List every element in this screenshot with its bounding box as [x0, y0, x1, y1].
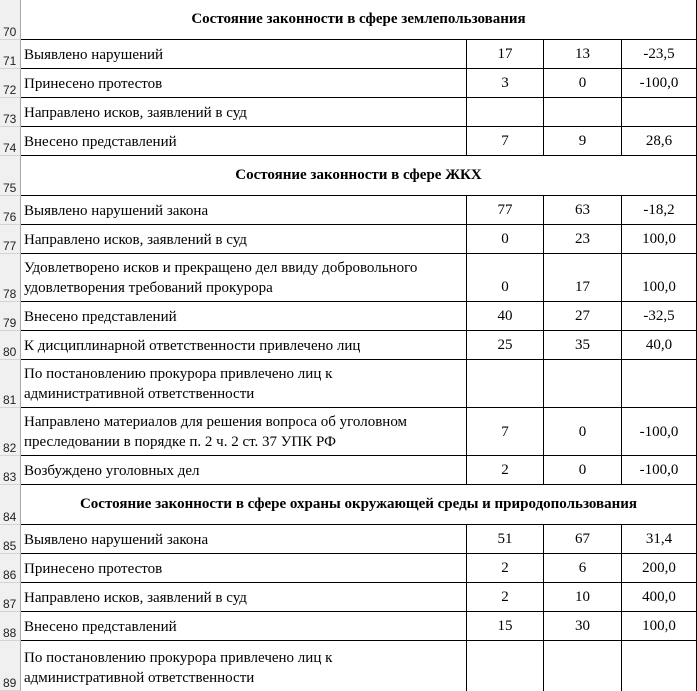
row-header[interactable]: 78 — [0, 254, 21, 302]
change-cell[interactable]: -100,0 — [622, 69, 697, 98]
value-cell[interactable]: 0 — [544, 69, 622, 98]
value-cell[interactable]: 17 — [544, 254, 622, 302]
value-cell[interactable]: 77 — [467, 196, 544, 225]
table-row — [21, 360, 697, 408]
table-row — [21, 98, 697, 127]
table-row — [21, 331, 697, 360]
table-row — [21, 254, 697, 302]
row-header[interactable]: 80 — [0, 331, 21, 360]
change-cell[interactable] — [622, 98, 697, 127]
change-cell[interactable]: -100,0 — [622, 408, 697, 456]
row-header[interactable]: 77 — [0, 225, 21, 254]
value-cell[interactable]: 0 — [544, 408, 622, 456]
value-cell[interactable]: 6 — [544, 554, 622, 583]
table-row — [21, 302, 697, 331]
label-cell[interactable]: Направлено исков, заявлений в суд — [21, 98, 467, 127]
label-cell[interactable]: Направлено материалов для решения вопроса об уголовном преследовании в порядке п. 2 ч. 2 ст. 37 УПК РФ — [21, 408, 467, 456]
value-cell[interactable]: 7 — [467, 127, 544, 156]
table-row — [21, 225, 697, 254]
label-cell[interactable]: Выявлено нарушений закона — [21, 525, 467, 554]
label-cell[interactable]: Внесено представлений — [21, 612, 467, 641]
section-title: Состояние законности в сфере охраны окружающей среды и природопользования — [79, 496, 638, 512]
value-cell[interactable]: 27 — [544, 302, 622, 331]
row-header[interactable]: 79 — [0, 302, 21, 331]
row-header[interactable]: 85 — [0, 525, 21, 554]
value-cell[interactable]: 2 — [467, 456, 544, 485]
label-cell[interactable]: Принесено протестов — [21, 69, 467, 98]
value-cell[interactable]: 30 — [544, 612, 622, 641]
change-cell[interactable]: 100,0 — [622, 254, 697, 302]
table-row — [21, 127, 697, 156]
value-cell[interactable]: 63 — [544, 196, 622, 225]
section-title-cell[interactable] — [21, 0, 697, 40]
table-row — [21, 554, 697, 583]
row-header[interactable]: 81 — [0, 360, 21, 408]
change-cell[interactable]: 28,6 — [622, 127, 697, 156]
row-header[interactable]: 71 — [0, 40, 21, 69]
table-row — [21, 69, 697, 98]
row-header[interactable]: 73 — [0, 98, 21, 127]
change-cell[interactable]: 200,0 — [622, 554, 697, 583]
row-header[interactable]: 76 — [0, 196, 21, 225]
label-cell[interactable]: К дисциплинарной ответственности привлечено лиц — [21, 331, 467, 360]
change-cell[interactable]: 40,0 — [622, 331, 697, 360]
section-row — [21, 485, 697, 525]
table-row — [21, 612, 697, 641]
section-title-cell[interactable] — [21, 156, 697, 196]
table-row — [21, 196, 697, 225]
change-cell[interactable]: -18,2 — [622, 196, 697, 225]
table-row — [21, 641, 697, 691]
row-header[interactable]: 75 — [0, 156, 21, 196]
value-cell[interactable]: 0 — [544, 456, 622, 485]
value-cell[interactable]: 10 — [544, 583, 622, 612]
table-row — [21, 456, 697, 485]
change-cell[interactable]: 100,0 — [622, 225, 697, 254]
label-cell[interactable]: Удовлетворено исков и прекращено дел ввиду добровольного удовлетворения требований прокурора — [21, 254, 467, 302]
change-cell[interactable]: -32,5 — [622, 302, 697, 331]
value-cell[interactable]: 7 — [467, 408, 544, 456]
value-cell[interactable]: 17 — [467, 40, 544, 69]
section-title: Состояние законности в сфере ЖКХ — [235, 167, 482, 183]
value-cell[interactable]: 0 — [467, 254, 544, 302]
label-cell[interactable]: Внесено представлений — [21, 302, 467, 331]
value-cell[interactable]: 2 — [467, 583, 544, 612]
row-header[interactable]: 72 — [0, 69, 21, 98]
change-cell[interactable] — [622, 641, 697, 691]
value-cell[interactable] — [467, 360, 544, 408]
label-cell[interactable]: Направлено исков, заявлений в суд — [21, 225, 467, 254]
value-cell[interactable]: 2 — [467, 554, 544, 583]
label-cell[interactable]: Принесено протестов — [21, 554, 467, 583]
section-row — [21, 156, 697, 196]
row-header[interactable]: 84 — [0, 485, 21, 525]
value-cell[interactable]: 40 — [467, 302, 544, 331]
row-header[interactable]: 89 — [0, 641, 21, 691]
row-header[interactable]: 83 — [0, 456, 21, 485]
change-cell[interactable]: -23,5 — [622, 40, 697, 69]
row-header[interactable]: 74 — [0, 127, 21, 156]
value-cell[interactable]: 3 — [467, 69, 544, 98]
value-cell[interactable]: 35 — [544, 331, 622, 360]
label-cell[interactable]: По постановлению прокурора привлечено лиц к административной ответственности — [21, 641, 467, 691]
change-cell[interactable]: -100,0 — [622, 456, 697, 485]
value-cell[interactable]: 25 — [467, 331, 544, 360]
label-cell[interactable]: Внесено представлений — [21, 127, 467, 156]
row-header[interactable]: 88 — [0, 612, 21, 641]
value-cell[interactable] — [467, 641, 544, 691]
row-header[interactable]: 87 — [0, 583, 21, 612]
table-row — [21, 40, 697, 69]
change-cell[interactable]: 400,0 — [622, 583, 697, 612]
change-cell[interactable] — [622, 360, 697, 408]
label-cell[interactable]: Выявлено нарушений закона — [21, 196, 467, 225]
value-cell[interactable]: 67 — [544, 525, 622, 554]
row-header[interactable]: 70 — [0, 0, 21, 40]
value-cell[interactable]: 0 — [467, 225, 544, 254]
change-cell[interactable]: 31,4 — [622, 525, 697, 554]
section-title: Состояние законности в сфере землепользования — [191, 11, 526, 27]
row-header[interactable]: 82 — [0, 408, 21, 456]
section-row — [21, 0, 697, 40]
table-row — [21, 583, 697, 612]
value-cell[interactable]: 23 — [544, 225, 622, 254]
value-cell[interactable] — [544, 360, 622, 408]
section-title-cell[interactable] — [21, 485, 697, 525]
label-cell[interactable]: Возбуждено уголовных дел — [21, 456, 467, 485]
value-cell[interactable] — [467, 98, 544, 127]
change-cell[interactable]: 100,0 — [622, 612, 697, 641]
label-cell[interactable]: Направлено исков, заявлений в суд — [21, 583, 467, 612]
value-cell[interactable]: 9 — [544, 127, 622, 156]
value-cell[interactable]: 13 — [544, 40, 622, 69]
value-cell[interactable] — [544, 98, 622, 127]
value-cell[interactable]: 51 — [467, 525, 544, 554]
value-cell[interactable] — [544, 641, 622, 691]
label-cell[interactable]: Выявлено нарушений — [21, 40, 467, 69]
table-row — [21, 408, 697, 456]
row-header[interactable]: 86 — [0, 554, 21, 583]
label-cell[interactable]: По постановлению прокурора привлечено лиц к административной ответственности — [21, 360, 467, 408]
table-row — [21, 525, 697, 554]
value-cell[interactable]: 15 — [467, 612, 544, 641]
